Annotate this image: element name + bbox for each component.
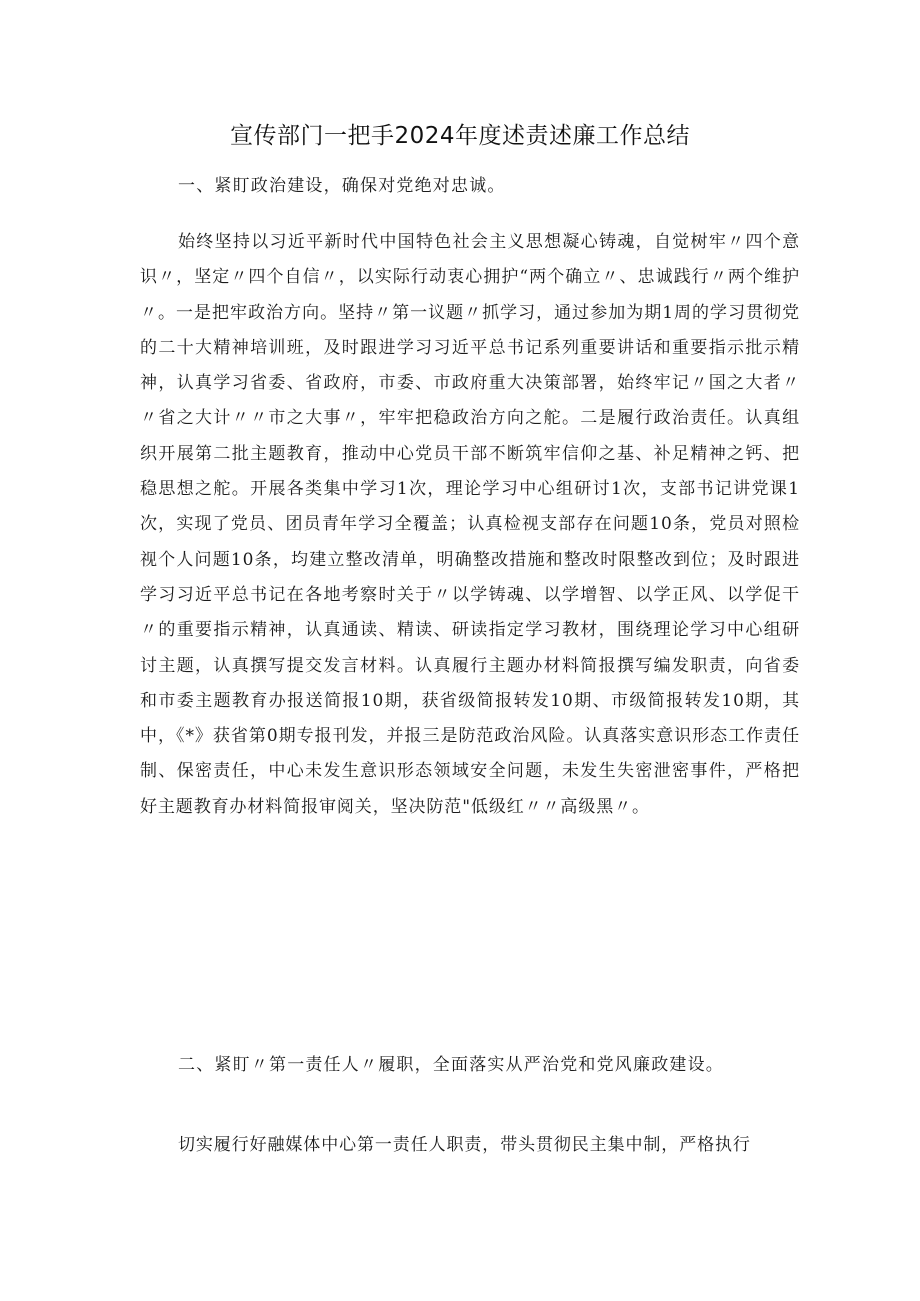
document-title: 宣传部门一把手2024年度述责述廉工作总结 [229, 123, 691, 149]
section-1-paragraph: 始终坚持以习近平新时代中国特色社会主义思想凝心铸魂，自觉树牢〃四个意识〃，坚定〃四个自信〃，以实际行动衷心拥护“两个确立〃、忠诚践行〃两个维护〃。一是把牢政治方向。坚持〃第一议题〃抓学习，通过参加为期1周的学习贯彻党的二十大精神培训班，及时跟进学习习近平总书记系列重要讲话和重要指示批示精神，认真学习省委、省政府，市委、市政府重大决策部署，始终牢记〃国之大者〃〃省之大计〃〃市之大事〃，牢牢把稳政治方向之舵。二是履行政治责任。认真组织开展第二批主题教育，推动中心党员干部不断筑牢信仰之基、补足精神之钙、把稳思想之舵。开展各类集中学习1次，理论学习中心组研讨1次，支部书记讲党课1次，实现了党员、团员青年学习全覆盖；认真检视支部存在问题10条，党员对照检视个人问题10条，均建立整改清单，明确整改措施和整改时限整改到位；及时跟进学习习近平总书记在各地考察时关于〃以学铸魂、以学增智、以学正风、以学促干〃的重要指示精神，认真通读、精读、研读指定学习教材，围绕理论学习中心组研讨主题，认真撰写提交发言材料。认真履行主题办材料简报撰写编发职责，向省委和市委主题教育办报送简报10期，获省级简报转发10期、市级简报转发10期，其中，《*》获省第0期专报刊发，并报三是防范政治风险。认真落实意识形态工作责任制、保密责任，中心未发生意识形态领域安全问题，未发生失密泄密事件，严格把好主题教育办材料简报审阅关，坚决防范"低级红〃〃高级黑〃。 [140, 232, 800, 817]
section-heading-2: 二、紧盯〃第一责任人〃履职，全面落实从严治党和党风廉政建设。 [178, 1055, 724, 1075]
section-heading-1: 一、紧盯政治建设，确保对党绝对忠诚。 [178, 176, 506, 196]
section-2-paragraph: 切实履行好融媒体中心第一责任人职责，带头贯彻民主集中制，严格执行 [178, 1135, 751, 1155]
